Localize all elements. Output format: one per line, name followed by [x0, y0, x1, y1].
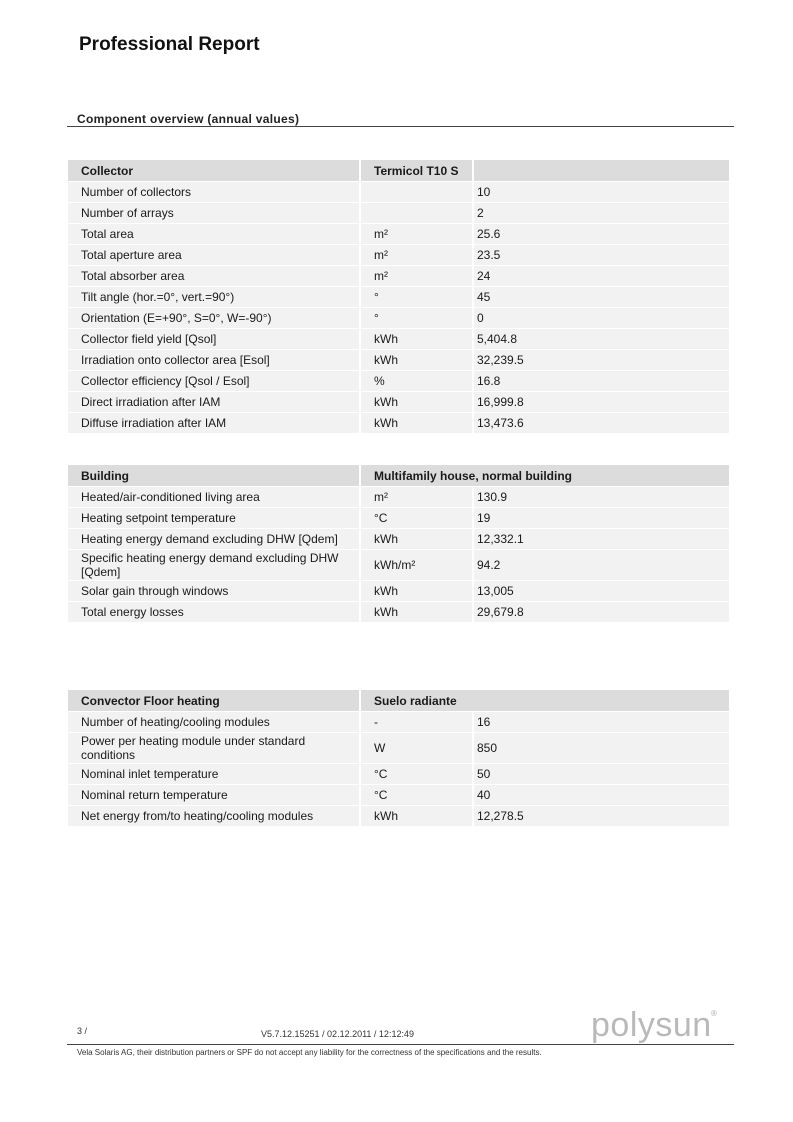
- table-row: [68, 350, 729, 371]
- row-value: 12,278.5: [473, 806, 729, 827]
- page-title: Professional Report: [79, 34, 260, 55]
- row-unit: °: [360, 308, 473, 329]
- row-value: 45: [473, 287, 729, 308]
- row-value: 130.9: [473, 487, 729, 508]
- row-unit: kWh: [360, 329, 473, 350]
- row-value: 19: [473, 508, 729, 529]
- row-unit: kWh: [360, 581, 473, 602]
- row-unit: -: [360, 712, 473, 733]
- row-unit: [360, 203, 473, 224]
- row-label: Collector field yield [Qsol]: [68, 329, 360, 350]
- row-label: Irradiation onto collector area [Esol]: [68, 350, 360, 371]
- table-row: [68, 329, 729, 350]
- table-row: [68, 308, 729, 329]
- row-unit: kWh: [360, 392, 473, 413]
- row-unit: °C: [360, 764, 473, 785]
- footer-divider: [67, 1044, 734, 1045]
- registered-mark: ®: [711, 1009, 717, 1018]
- row-unit: m²: [360, 266, 473, 287]
- row-value: 850: [473, 733, 729, 764]
- row-label: Number of collectors: [68, 182, 360, 203]
- row-label: Total absorber area: [68, 266, 360, 287]
- row-value: 32,239.5: [473, 350, 729, 371]
- row-label: Number of arrays: [68, 203, 360, 224]
- convector-table: [68, 690, 729, 826]
- table-row: [68, 785, 729, 806]
- table-row: [68, 508, 729, 529]
- row-value: 23.5: [473, 245, 729, 266]
- row-unit: kWh: [360, 602, 473, 623]
- row-value: 16,999.8: [473, 392, 729, 413]
- header-cell: Termicol T10 S: [360, 160, 473, 182]
- table-row: [68, 806, 729, 827]
- section-divider: [67, 126, 734, 127]
- row-unit: m²: [360, 224, 473, 245]
- row-unit: m²: [360, 487, 473, 508]
- row-value: 25.6: [473, 224, 729, 245]
- row-value: 2: [473, 203, 729, 224]
- row-unit: [360, 182, 473, 203]
- disclaimer: Vela Solaris AG, their distribution partners or SPF do not accept any liability for the correctness of the specifications and the results.: [77, 1048, 542, 1057]
- table-header-row: [68, 690, 729, 712]
- row-label: Nominal return temperature: [68, 785, 360, 806]
- version-info: V5.7.12.15251 / 02.12.2011 / 12:12:49: [261, 1029, 414, 1039]
- table-header-row: [68, 160, 729, 182]
- table-row: [68, 413, 729, 434]
- header-cell: Convector Floor heating: [68, 690, 360, 712]
- row-unit: kWh: [360, 806, 473, 827]
- table-row: [68, 529, 729, 550]
- row-value: 10: [473, 182, 729, 203]
- row-value: 24: [473, 266, 729, 287]
- row-label: Direct irradiation after IAM: [68, 392, 360, 413]
- row-unit: m²: [360, 245, 473, 266]
- row-unit: kWh: [360, 413, 473, 434]
- polysun-logo: polysun: [591, 1006, 712, 1044]
- row-label: Diffuse irradiation after IAM: [68, 413, 360, 434]
- row-value: 5,404.8: [473, 329, 729, 350]
- table-header-row: [68, 465, 729, 487]
- table-row: [68, 203, 729, 224]
- row-label: Total aperture area: [68, 245, 360, 266]
- row-value: 12,332.1: [473, 529, 729, 550]
- header-cell: [473, 160, 729, 182]
- row-label: Power per heating module under standard conditions: [68, 733, 360, 764]
- row-label: Heating energy demand excluding DHW [Qdem]: [68, 529, 360, 550]
- table-row: [68, 245, 729, 266]
- table-row: [68, 487, 729, 508]
- row-value: 13,473.6: [473, 413, 729, 434]
- row-value: 16: [473, 712, 729, 733]
- row-label: Number of heating/cooling modules: [68, 712, 360, 733]
- row-unit: W: [360, 733, 473, 764]
- table-row: [68, 224, 729, 245]
- table-row: [68, 733, 729, 764]
- table-row: [68, 602, 729, 623]
- table-row: [68, 550, 729, 581]
- row-label: Collector efficiency [Qsol / Esol]: [68, 371, 360, 392]
- row-value: 16.8: [473, 371, 729, 392]
- row-value: 13,005: [473, 581, 729, 602]
- row-label: Net energy from/to heating/cooling modules: [68, 806, 360, 827]
- row-label: Total energy losses: [68, 602, 360, 623]
- row-value: 94.2: [473, 550, 729, 581]
- row-value: 0: [473, 308, 729, 329]
- row-label: Orientation (E=+90°, S=0°, W=-90°): [68, 308, 360, 329]
- row-value: 29,679.8: [473, 602, 729, 623]
- row-unit: °C: [360, 508, 473, 529]
- row-unit: °: [360, 287, 473, 308]
- row-label: Nominal inlet temperature: [68, 764, 360, 785]
- building-table: [68, 465, 729, 622]
- row-unit: °C: [360, 785, 473, 806]
- row-label: Specific heating energy demand excluding DHW [Qdem]: [68, 550, 360, 581]
- page-number: 3 /: [77, 1026, 88, 1036]
- header-cell: Collector: [68, 160, 360, 182]
- row-value: 40: [473, 785, 729, 806]
- header-cell: Multifamily house, normal building: [360, 465, 729, 487]
- row-unit: kWh: [360, 350, 473, 371]
- row-label: Heated/air-conditioned living area: [68, 487, 360, 508]
- table-row: [68, 371, 729, 392]
- section-heading: Component overview (annual values): [77, 112, 300, 126]
- row-label: Heating setpoint temperature: [68, 508, 360, 529]
- table-row: [68, 392, 729, 413]
- table-row: [68, 581, 729, 602]
- header-cell: Suelo radiante: [360, 690, 729, 712]
- row-value: 50: [473, 764, 729, 785]
- row-label: Solar gain through windows: [68, 581, 360, 602]
- table-row: [68, 287, 729, 308]
- row-label: Tilt angle (hor.=0°, vert.=90°): [68, 287, 360, 308]
- row-label: Total area: [68, 224, 360, 245]
- table-row: [68, 266, 729, 287]
- row-unit: kWh: [360, 529, 473, 550]
- table-row: [68, 182, 729, 203]
- table-row: [68, 764, 729, 785]
- row-unit: %: [360, 371, 473, 392]
- table-row: [68, 712, 729, 733]
- header-cell: Building: [68, 465, 360, 487]
- collector-table: [68, 160, 729, 433]
- row-unit: kWh/m²: [360, 550, 473, 581]
